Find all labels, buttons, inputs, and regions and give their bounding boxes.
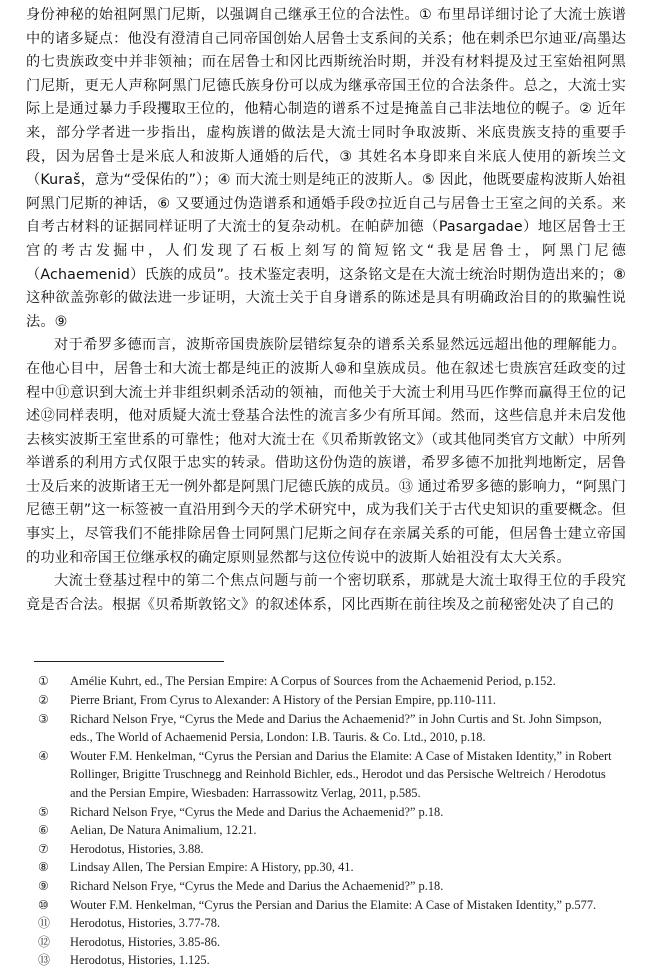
footnote-item	[26, 710, 626, 747]
footnote-text: Richard Nelson Frye, “Cyrus the Mede and Darius the Achaemenid?” in John Curtis and St. John Simpson, eds., The World of Achaemenid Persia, London: I.B. Tauris. & Co. Ltd., 2010, p.18.	[70, 711, 602, 745]
footnote-number: ④	[38, 748, 49, 763]
footnote-text: Aelian, De Natura Animalium, 12.21.	[70, 823, 257, 838]
footnote-item	[26, 933, 626, 952]
footnote-text: Lindsay Allen, The Persian Empire: A History, pp.30, 41.	[70, 860, 354, 875]
footnote-text: Herodotus, Histories, 3.85-86.	[70, 934, 221, 949]
paragraph-3: 大流士登基过程中的第二个焦点问题与前一个密切联系，那就是大流士取得王位的手段究竟是否合法。根据《贝希斯敦铭文》的叙述体系，冈比西斯在前往埃及之前秘密处决了自己的	[26, 573, 626, 613]
footnote-number: ⑧	[38, 860, 49, 875]
footnote-text: Herodotus, Histories, 3.88.	[70, 841, 204, 856]
footnote-divider	[34, 661, 224, 662]
footnote-text: Amélie Kuhrt, ed., The Persian Empire: A Corpus of Sources from the Achaemenid Period, p.152.	[70, 674, 556, 689]
footnote-item	[26, 691, 626, 710]
footnote-text: Herodotus, Histories, 3.77-78.	[70, 916, 221, 931]
footnote-number: ⑪	[38, 916, 51, 931]
footnote-item	[26, 858, 626, 877]
footnote-text: Richard Nelson Frye, “Cyrus the Mede and Darius the Achaemenid?” p.18.	[70, 804, 444, 819]
footnote-item	[26, 803, 626, 822]
footnote-number: ⑩	[38, 897, 49, 912]
footnote-number: ⑥	[38, 823, 49, 838]
footnote-number: ⑦	[38, 841, 49, 856]
footnote-list	[26, 672, 626, 970]
footnote-number: ⑫	[38, 934, 51, 949]
footnote-text: Pierre Briant, From Cyrus to Alexander: A History of the Persian Empire, pp.110-111.	[70, 693, 497, 708]
footnote-number: ③	[38, 711, 49, 726]
body-text	[26, 4, 626, 617]
footnote-number: ⑬	[38, 953, 51, 968]
footnote-number: ②	[38, 693, 49, 708]
footnote-item	[26, 877, 626, 896]
paragraph-2: 对于希罗多德而言，波斯帝国贵族阶层错综复杂的谱系关系显然远远超出他的理解能力。在他心目中，居鲁士和大流士都是纯正的波斯人⑩和皇族成员。他在叙述七贵族宫廷政变的过程中⑪意识到大流士并非组织刺杀活动的领袖，而他关于大流士利用马匹作弊而赢得王位的记述⑫同样表明，他对质疑大流士登基合法性的流言多少有所耳闻。然而，这些信息并未启发他去核实波斯王室世系的可靠性；他对大流士在《贝希斯敦铭文》（或其他同类官方文献）中所列举谱系的利用方式仅限于忠实的转录。借助这份伪造的族谱，希罗多德不加批判地断定，居鲁士及后来的波斯诸王无一例外都是阿黑门尼德氏族的成员。⑬ 通过希罗多德的影响力，“阿黑门尼德王朝”这一标签被一直沿用到今天的学术研究中，成为我们关于古代史知识的重要概念。但事实上，尽管我们不能排除居鲁士同阿黑门尼斯之间存在亲属关系的可能，但居鲁士建立帝国的功业和帝国王位继承权的确定原则显然都与这位传说中的波斯人始祖没有太大关系。	[26, 337, 627, 566]
footnote-item	[26, 840, 626, 859]
footnote-item	[26, 914, 626, 933]
paragraph-1: 身份神秘的始祖阿黑门尼斯，以强调自己继承王位的合法性。① 布里昂详细讨论了大流士族谱中的诸多疑点：他没有澄清自己同帝国创始人居鲁士支系间的关系；他在剌杀巴尔迪亚/高墨达的七贵族政变中并非领袖；而在居鲁士和冈比西斯统治时期，并没有材料提及过王室始祖阿黑门尼斯，更无人声称阿黑门尼德氏族身份可以成为继承帝国王位的合法条件。总之，大流士实际上是通过暴力手段攫取王位的，他精心制造的谱系不过是掩盖自己非法地位的幌子。② 近年来，部分学者进一步指出，虚构族谱的做法是大流士同时争取波斯、米底贵族支持的重要手段，因为居鲁士是米底人和波斯人通婚的后代，③ 其姓名本身即来自米底人使用的新埃兰文（Kuraš，意为“受保佑的”）；④ 而大流士则是纯正的波斯人。⑤ 因此，他既要虚构波斯人始祖阿黑门尼斯的神话，⑥ 又要通过伪造谱系和通婚手段⑦拉近自己与居鲁士王室之间的关系。来自考古材料的证据同样证明了大流士的复杂动机。在帕萨加德（Pasargadae）地区居鲁士王宫的考古发掘中，人们发现了石板上刻写的简短铭文“我是居鲁士，阿黑门尼德（Achaemenid）氏族的成员”。技术鉴定表明，这条铭文是在大流士统治时期伪造出来的；⑧ 这种欲盖弥彰的做法进一步证明，大流士关于自身谱系的陈述是具有明确政治目的的欺骗性说法。⑨	[26, 7, 626, 330]
footnote-text: Wouter F.M. Henkelman, “Cyrus the Persian and Darius the Elamite: A Case of Mistaken Identity,” in Robert Rollinger, Brigitte Truschnegg and Reinhold Bichler, eds., Herodot und das Persische Weltreich / Herodotus and the Persian Empire, Wiesbaden: Harrassowitz Verlag, 2011, p.585.	[70, 748, 612, 800]
footnote-text: Wouter F.M. Henkelman, “Cyrus the Persian and Darius the Elamite: A Case of Mistaken Identity,” p.577.	[70, 897, 597, 912]
footnote-item	[26, 747, 626, 803]
footnote-text: Richard Nelson Frye, “Cyrus the Mede and Darius the Achaemenid?” p.18.	[70, 878, 444, 893]
footnote-item	[26, 821, 626, 840]
footnote-number: ⑨	[38, 878, 49, 893]
footnote-item	[26, 672, 626, 691]
footnote-number: ①	[38, 674, 49, 689]
footnote-number: ⑤	[38, 804, 49, 819]
footnote-item	[26, 951, 626, 970]
footnote-text: Herodotus, Histories, 1.125.	[70, 953, 210, 968]
